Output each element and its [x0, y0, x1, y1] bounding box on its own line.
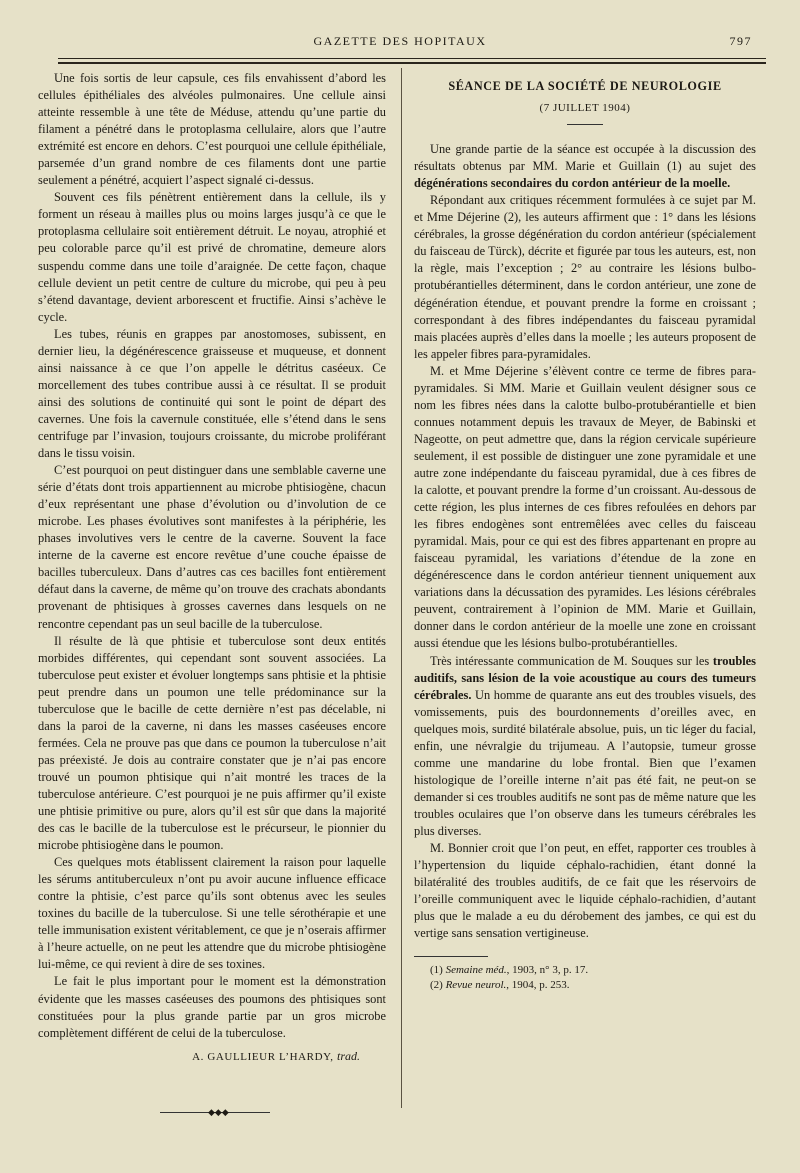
footnote-source: Revue neurol. — [445, 979, 507, 992]
paragraph: Il résulte de là que phtisie et tuberculose sont deux entités morbides différentes, qui cependant sont souvent associées. La tuberculose peut exister et évoluer longtemps sans phtisie et la phtisie peut prendre dans un poumon une telle prédominance sur la tuberculose que le bacille de cette dernière n’est pas décelable, ni dans la paroi de la caverne, ni dans les masses caséeuses encore fermées. Cela ne prouve pas que dans ce poumon la tuberculose n’ait pas préexisté. Je dois au contraire constater que je n’ai pas encore trouvé un poumon phtisique qui n’ait montré les traces de la tuberculose antérieure. C’est pourquoi je ne puis affirmer qu’il existe une phtisie primitive ou pure, alors qu’il est sûr que dans la majorité des cas le bacille de la tuberculose est le précurseur, le pionnier du microbe phtisiogène dans le poumon. — [38, 633, 386, 853]
translator-signature — [38, 1048, 386, 1066]
paragraph: Une fois sortis de leur capsule, ces fils envahissent d’abord les cellules épithéliales des alvéoles pulmonaires. Une cellule ainsi atteinte ressemble à une tête de Méduse, attendu qu’une partie du filament a pénétré dans le protoplasma cellulaire, alors que l’autre extrémité est encore en dehors. C’est pourquoi une cellule épithéliale, parsemée d’un grand nombre de ces filaments dont une partie seulement a pénétré, acquiert l’aspect signalé ci-dessus. — [38, 71, 386, 188]
text-run: Un homme de quarante ans eut des troubles visuels, des vomissements, puis des bourdonnements d’oreilles avec, en quelques mois, surdité bilatérale absolue, puis, un tic léger du facial, enfin, une névralgie du trijumeau. A l’autopsie, tumeur grosse comme une mandarine du lobe frontal. Bien que l’examen histologique de l’oreille interne n’ait pas été fait, ne peut-on se demander si ces troubles auditifs ne sont pas de même nature que les troubles oculaires que l’on observe dans les tumeurs cérébrales les plus diverses. — [414, 687, 756, 838]
footnote-number: (2) — [430, 979, 443, 992]
paragraph — [414, 141, 756, 192]
paragraph: Souvent ces fils pénètrent entièrement dans la cellule, ils y forment un réseau à mailles plus ou moins larges jusqu’à ce que le protoplasma cellulaire soit entièrement détruit. Le noyau, atrophié et peu colorable parce qu’il est privé de chromatine, demeure alors suspendu comme dans une toile d’araignée. De cette façon, chaque cellule devient un petit centre de culture du microbe, qui peu à peu s’étend davantage, devient arborescent et fructifie. Ainsi s’achève le cycle. — [38, 190, 386, 324]
column-divider — [401, 68, 402, 1108]
bold-topic: troubles auditifs, sans lésion de la voie acoustique au cours des tumeurs cérébrales. — [414, 653, 756, 702]
left-column — [38, 70, 386, 1066]
right-column — [414, 70, 756, 993]
paragraph: M. Bonnier croit que l’on peut, en effet, rapporter ces troubles à l’hypertension du liquide céphalo-rachidien, étant donné la bilatéralité des troubles auditifs, de ce fait que les réservoirs de l’oreille communiquent avec le liquide céphalo-rachidien, d’autant plus que le malade a eu du dérobement des jambes, ce qui est du vertige sans sensation vertigineuse. — [414, 841, 756, 941]
page-number: 797 — [729, 34, 752, 48]
footnote-rule — [414, 956, 488, 957]
paragraph — [414, 653, 756, 841]
header-rule-thin — [58, 58, 766, 59]
page-header — [30, 30, 770, 52]
translator-role: trad. — [336, 1048, 360, 1063]
paragraph: Répondant aux critiques récemment formulées à ce sujet par M. et Mme Déjerine (2), les auteurs affirment que : 1° dans les lésions cérébrales, la grosse dégénération du cordon antérieur (spécialement du faisceau de Türck), décrite et figurée par tous les auteurs, est, non la règle, mais l’exception ; 2° au contraire les lésions bulbo-protubérantielles déterminent, dans le cordon antérieur, une zone de dégénération étendue, et pouvant prendre la forme en croissant ; correspondant à des fibres indépendantes du faisceau pyramidal mais placées auprès d’elles dans la moelle ; les auteurs proposent de les appeler fibres para-pyramidales. — [414, 193, 756, 361]
paragraph: C’est pourquoi on peut distinguer dans une semblable caverne une série d’états dont trois appartiennent au microbe phtisiogène, chacun d’eux représentant une phase d’évolution ou d’involution de ce microbe. Les phases évolutives sont manifestes à la périphérie, les phases involutives vers le centre de la caverne. Souvent la face interne de la caverne est encore revêtue d’une couche épaisse de bacilles tuberculeux. Dans d’autres cas ces bacilles font entièrement défaut dans la caverne, de même qu’on trouve des crachats abondants provenant de phtisiques à grosses cavernes dans lesquels on ne rencontre cependant pas un seul bacille de la tuberculose. — [38, 463, 386, 631]
header-rule-thick — [58, 62, 766, 64]
footnote-ref: , 1904, p. 253. — [506, 979, 570, 992]
footnote-ref: , 1903, n° 3, p. 17. — [506, 964, 589, 977]
paragraph: Ces quelques mots établissent clairement la raison pour laquelle les sérums antituberculeux n’ont pu avoir aucune influence efficace contre la phtisie, c’est parce qu’ils sont obtenus avec les seules toxines du bacille de la tuberculose. Si une telle sérothérapie et une telle immunisation existent véritablement, ce que je n’oserais affirmer à l’heure actuelle, on ne peut les attendre que du microbe phtisiogène lui-même, ce qui revient à dire de ses toxines. — [38, 855, 386, 972]
footnote — [414, 978, 756, 993]
footnote — [414, 963, 756, 978]
bold-topic: dégénérations secondaires du cordon antérieur de la moelle. — [414, 176, 731, 191]
footnote-source: Semaine méd. — [445, 964, 507, 977]
text-run: Très intéressante communication de M. Souques sur les — [430, 653, 713, 668]
journal-title: GAZETTE DES HOPITAUX — [313, 34, 487, 48]
section-date: (7 JUILLET 1904) — [539, 102, 631, 115]
ornament-icon: ◆◆◆ — [208, 1107, 229, 1117]
section-title: SÉANCE DE LA SOCIÉTÉ DE NEUROLOGIE — [448, 79, 722, 93]
article-end-ornament — [160, 1107, 270, 1117]
paragraph: M. et Mme Déjerine s’élèvent contre ce terme de fibres para-pyramidales. Si MM. Marie et Guillain veulent désigner sous ce nom les fibres nées dans la calotte bulbo-protubérantielle et bien connues notamment depuis les travaux de Meyer, de Babinski et Nageotte, on peut admettre que, dans la région cervicale supérieure seulement, il est possible de distinguer une zone pyramidale et une autre zone indépendante du faisceau pyramidal, due à ces fibres de la calotte, et pouvant prendre la forme d’un croissant. Au-dessous de cette région, les plus internes de ces fibres refoulées en dehors par les fibres endogènes sont entremêlées avec celles du faisceau pyramidal. Mais, pour ce qui est des fibres appartenant en propre au faisceau pyramidal, les variations d’étendue de la zone en dégénérescence dans le cordon antérieur tiennent uniquement aux variations dans la décussation des pyramides. Les lésions cérébrales peuvent, contrairement à l’opinion de MM. Marie et Guillain, donner dans le cordon antérieur de la moelle une zone en croissant aussi étendue que les lésions bulbo-protubérantielles. — [414, 363, 756, 651]
section-rule — [567, 124, 603, 125]
text-run: Une grande partie de la séance est occupée à la discussion des résultats obtenus par MM. Marie et Guillain (1) au sujet des — [414, 142, 756, 174]
paragraph: Les tubes, réunis en grappes par anostomoses, subissent, en dernier lieu, la dégénérescence graisseuse et muqueuse, et donnent ainsi naissance à ce que l’on appelle le détritus caséeux. Ce morcellement des tubes contribue aussi à ce résultat. Il se produit ainsi des solutions de continuité qui sont le point de départ des cavernes. Une fois la cavernule constituée, elle s’étend dans le sens centrifuge par l’invasion, toujours croissante, du microbe proliférant dans le tissu voisin. — [38, 326, 386, 461]
paragraph: Le fait le plus important pour le moment est la démonstration évidente que les masses caséeuses des poumons des phtisiques sont constituées pour la plus grande partie par un gros microbe complètement différent de celui de la tuberculose. — [38, 974, 386, 1040]
translator-name: A. GAULLIEUR L’HARDY, — [192, 1050, 334, 1063]
footnote-number: (1) — [430, 964, 443, 977]
